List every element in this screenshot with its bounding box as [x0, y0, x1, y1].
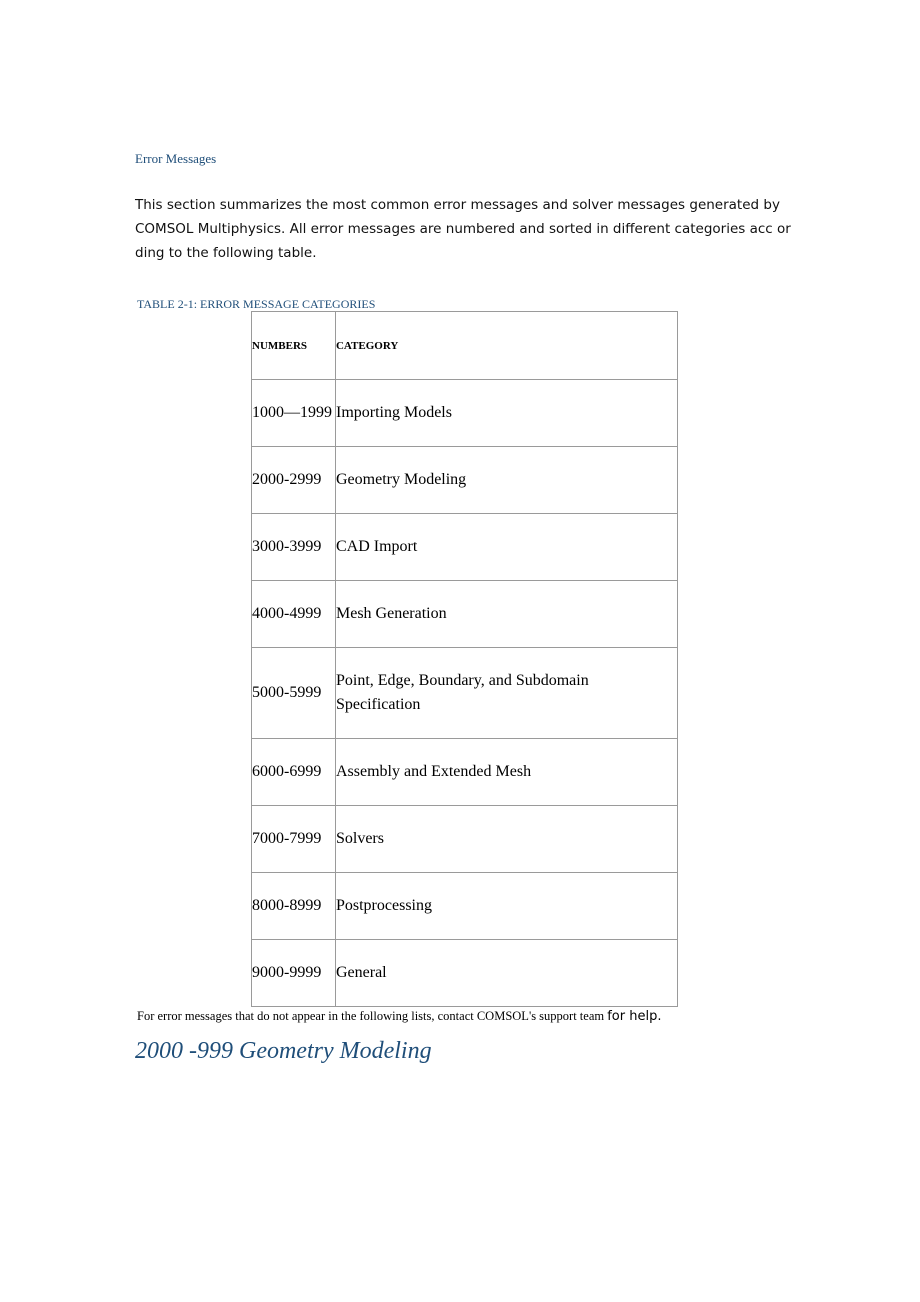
cell-numbers: 4000-4999 — [252, 581, 336, 648]
cell-numbers: 2000-2999 — [252, 447, 336, 514]
cell-category: Geometry Modeling — [335, 447, 677, 514]
cell-numbers: 1000—1999 — [252, 380, 336, 447]
table-row — [252, 806, 678, 873]
error-category-table — [251, 311, 678, 1007]
footnote-main: For error messages that do not appear in the following lists, contact COMSOL's support team — [137, 1009, 605, 1023]
footnote — [137, 1009, 661, 1024]
table-header-row — [252, 312, 678, 380]
cell-category: Postprocessing — [335, 873, 677, 940]
cell-category: Solvers — [335, 806, 677, 873]
table-row — [252, 739, 678, 806]
intro-paragraph: This section summarizes the most common error messages and solver messages generated by COMSOL Multiphysics. All error messages are numbered and sorted in different categories acc or ding to the following table. — [135, 197, 791, 261]
cell-numbers: 5000-5999 — [252, 648, 336, 739]
header-category: CATEGORY — [335, 312, 677, 380]
cell-category: CAD Import — [335, 514, 677, 581]
table-row — [252, 648, 678, 739]
cell-numbers: 8000-8999 — [252, 873, 336, 940]
cell-category: Assembly and Extended Mesh — [335, 739, 677, 806]
table-row — [252, 940, 678, 1007]
cell-numbers: 3000-3999 — [252, 514, 336, 581]
cell-numbers: 7000-7999 — [252, 806, 336, 873]
table-row — [252, 380, 678, 447]
table-row — [252, 873, 678, 940]
table-row — [252, 514, 678, 581]
table-row — [252, 581, 678, 648]
cell-category: Point, Edge, Boundary, and Subdomain Specification — [335, 648, 677, 739]
header-numbers: NUMBERS — [252, 312, 336, 380]
footnote-tail: for help. — [607, 1009, 662, 1024]
cell-category: Mesh Generation — [335, 581, 677, 648]
table-row — [252, 447, 678, 514]
cell-numbers: 6000-6999 — [252, 739, 336, 806]
table-caption: TABLE 2-1: ERROR MESSAGE CATEGORIES — [137, 297, 376, 311]
cell-category: General — [335, 940, 677, 1007]
section-heading: Error Messages — [135, 151, 217, 166]
cell-category: Importing Models — [335, 380, 677, 447]
cell-numbers: 9000-9999 — [252, 940, 336, 1007]
subsection-heading: 2000 -999 Geometry Modeling — [135, 1038, 432, 1064]
